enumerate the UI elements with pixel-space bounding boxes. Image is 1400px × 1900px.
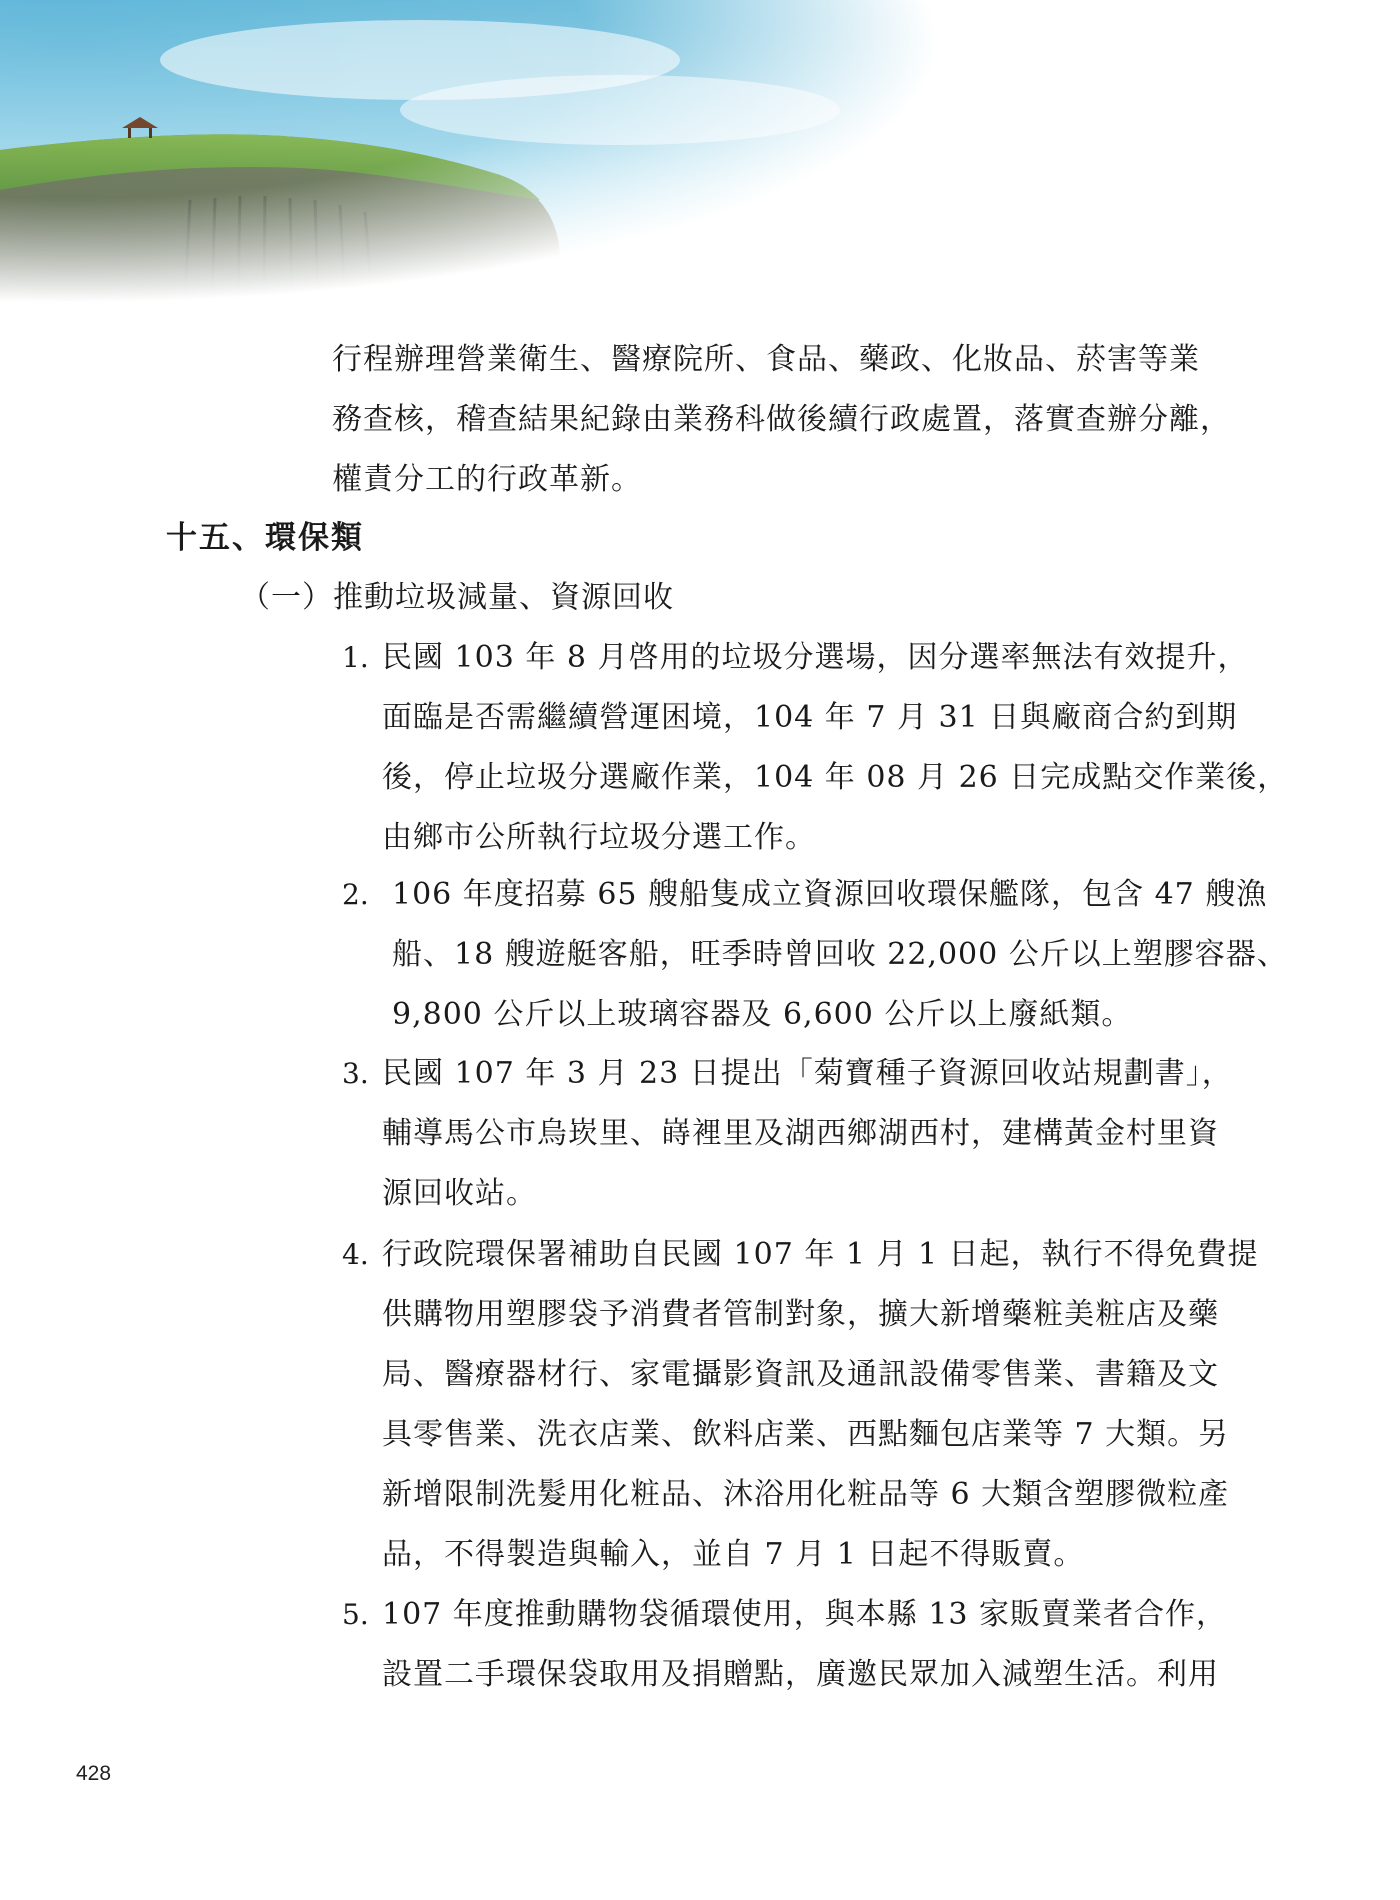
subsection-heading: （一）推動垃圾減量、資源回收: [240, 580, 674, 615]
item-number: 1.: [342, 641, 369, 674]
item-line: 行政院環保署補助自民國 107 年 1 月 1 日起，執行不得免費提: [382, 1237, 1259, 1272]
item-line: 設置二手環保袋取用及捐贈點，廣邀民眾加入減塑生活。利用: [382, 1657, 1219, 1692]
item-line: 船、18 艘遊艇客船，旺季時曾回收 22,000 公斤以上塑膠容器、: [392, 937, 1288, 972]
item-line: 源回收站。: [382, 1176, 537, 1211]
item-line: 由鄉市公所執行垃圾分選工作。: [382, 820, 816, 855]
item-line: 民國 107 年 3 月 23 日提出「菊寶種子資源回收站規劃書」，: [382, 1056, 1233, 1091]
intro-line: 行程辦理營業衛生、醫療院所、食品、藥政、化妝品、菸害等業: [332, 342, 1200, 377]
page-number: 428: [76, 1762, 112, 1785]
item-line: 新增限制洗髮用化粧品、沐浴用化粧品等 6 大類含塑膠微粒產: [382, 1477, 1230, 1512]
item-number: 5.: [342, 1598, 369, 1631]
section-heading: 十五、環保類: [166, 520, 364, 556]
item-number: 3.: [342, 1057, 369, 1090]
item-line: 後，停止垃圾分選廠作業，104 年 08 月 26 日完成點交作業後，: [382, 760, 1289, 795]
item-line: 品，不得製造與輸入，並自 7 月 1 日起不得販賣。: [382, 1537, 1085, 1572]
item-line: 輔導馬公市烏崁里、嵵裡里及湖西鄉湖西村，建構黃金村里資: [382, 1116, 1219, 1151]
item-line: 106 年度招募 65 艘船隻成立資源回收環保艦隊，包含 47 艘漁: [392, 877, 1268, 912]
item-line: 民國 103 年 8 月啓用的垃圾分選場，因分選率無法有效提升，: [382, 640, 1249, 675]
item-line: 局、醫療器材行、家電攝影資訊及通訊設備零售業、書籍及文: [382, 1357, 1219, 1392]
intro-line: 務查核，稽查結果紀錄由業務科做後續行政處置，落實查辦分離，: [332, 402, 1231, 437]
item-line: 面臨是否需繼續營運困境，104 年 7 月 31 日與廠商合約到期: [382, 700, 1238, 735]
item-line: 107 年度推動購物袋循環使用，與本縣 13 家販賣業者合作，: [382, 1597, 1228, 1632]
item-number: 2.: [342, 878, 369, 911]
item-line: 9,800 公斤以上玻璃容器及 6,600 公斤以上廢紙類。: [392, 997, 1133, 1032]
item-number: 4.: [342, 1238, 369, 1271]
intro-line: 權責分工的行政革新。: [332, 462, 642, 497]
item-line: 具零售業、洗衣店業、飲料店業、西點麵包店業等 7 大類。另: [382, 1417, 1230, 1452]
item-line: 供購物用塑膠袋予消費者管制對象，擴大新增藥粧美粧店及藥: [382, 1297, 1219, 1332]
